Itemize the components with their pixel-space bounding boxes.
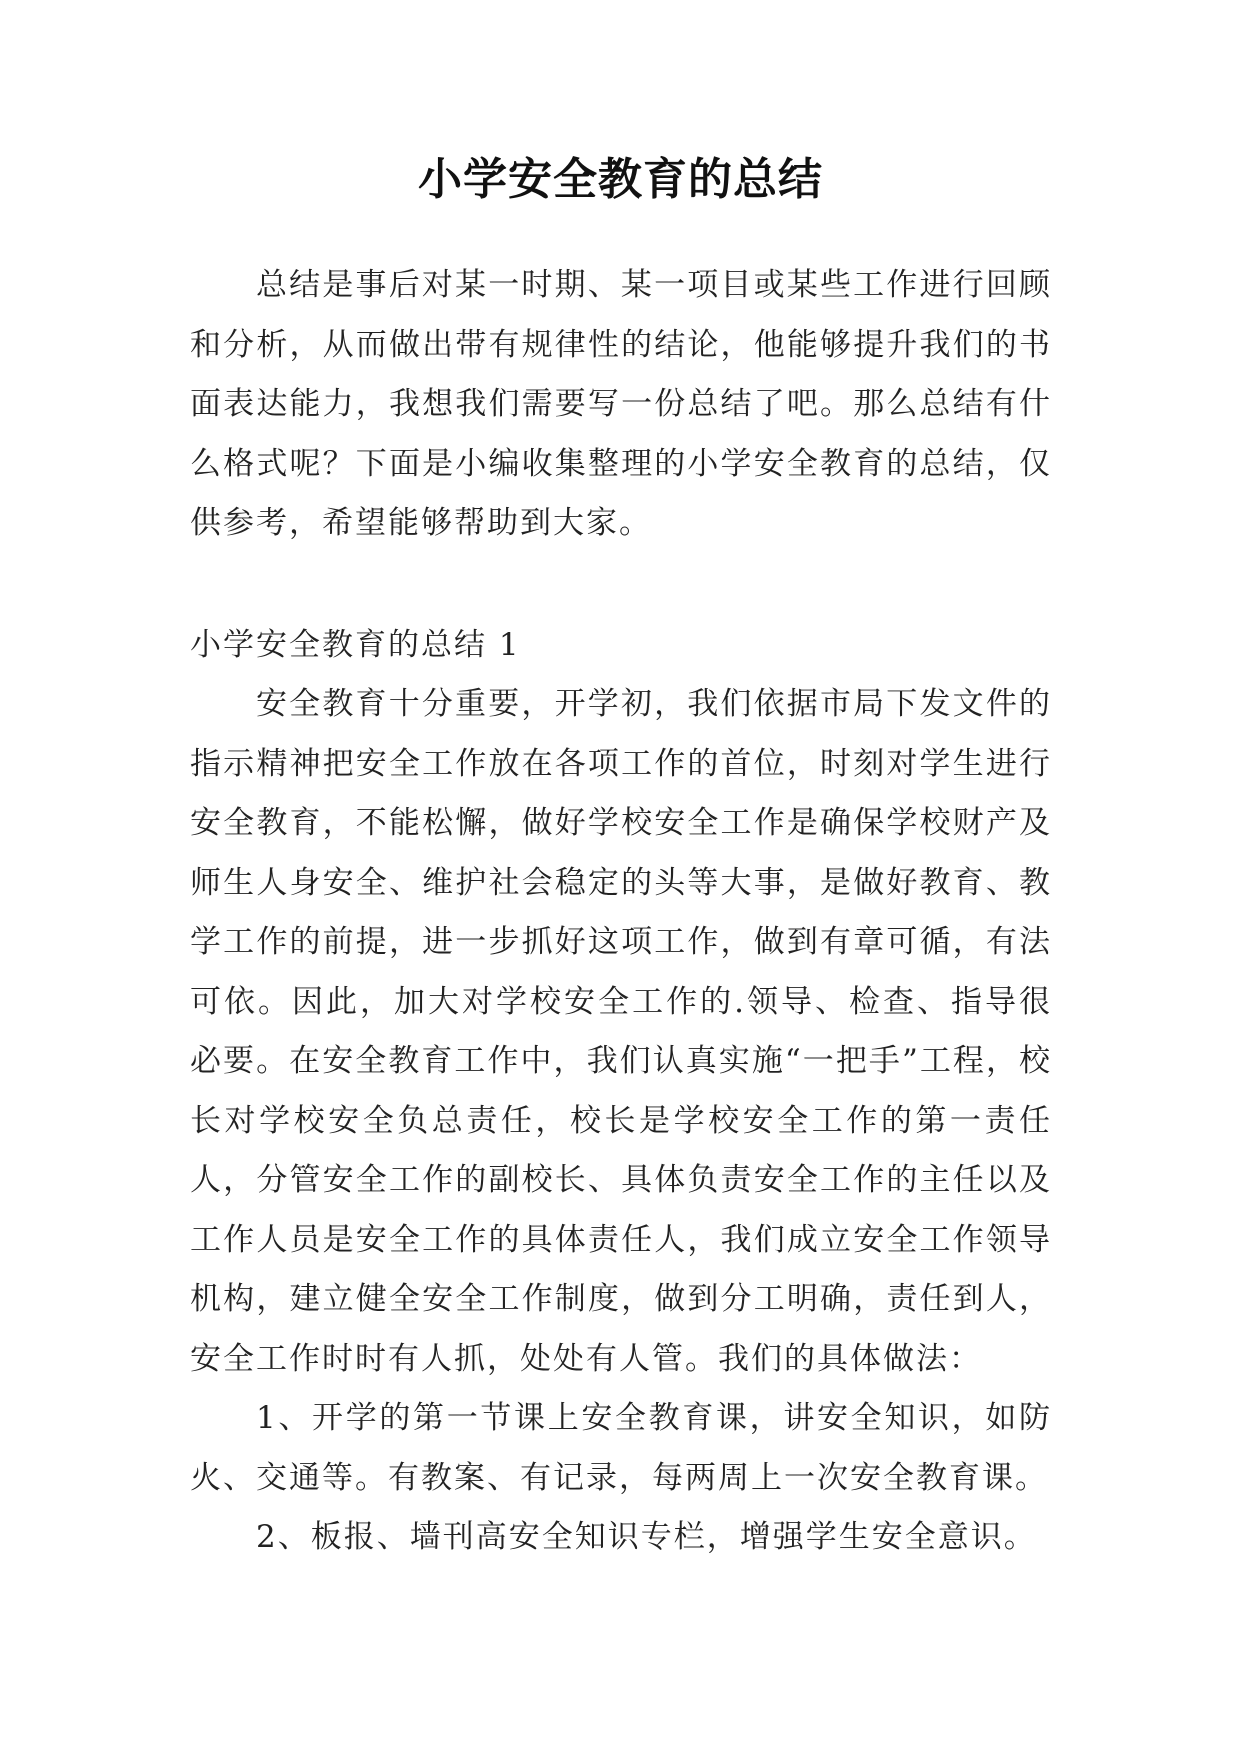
intro-paragraph: 总结是事后对某一时期、某一项目或某些工作进行回顾和分析，从而做出带有规律性的结论，他能够提升我们的书面表达能力，我想我们需要写一份总结了吧。那么总结有什么格式呢？下面是小编收集整理的小学安全教育的总结，仅供参考，希望能够帮助到大家。 [190, 267, 1052, 541]
list-item: 2、板报、墙刊高安全知识专栏，增强学生安全意识。 [256, 1519, 1037, 1555]
paragraph-spacer [190, 554, 1052, 616]
section-heading: 小学安全教育的总结 1 [190, 626, 521, 663]
list-item: 1、开学的第一节课上安全教育课，讲安全知识，如防火、交通等。有教案、有记录，每两周上一次安全教育课。 [190, 1400, 1052, 1496]
document-title: 小学安全教育的总结 [418, 154, 823, 205]
document-body [190, 256, 1052, 1568]
section-paragraph: 安全教育十分重要，开学初，我们依据市局下发文件的指示精神把安全工作放在各项工作的首位，时刻对学生进行安全教育，不能松懈，做好学校安全工作是确保学校财产及师生人身安全、维护社会稳定的头等大事，是做好教育、教学工作的前提，进一步抓好这项工作，做到有章可循，有法可依。因此，加大对学校安全工作的.领导、检查、指导很必要。在安全教育工作中，我们认真实施“一把手”工程，校长对学校安全负总责任，校长是学校安全工作的第一责任人，分管安全工作的副校长、具体负责安全工作的主任以及工作人员是安全工作的具体责任人，我们成立安全工作领导机构，建立健全安全工作制度，做到分工明确，责任到人，安全工作时时有人抓，处处有人管。我们的具体做法： [190, 686, 1052, 1377]
